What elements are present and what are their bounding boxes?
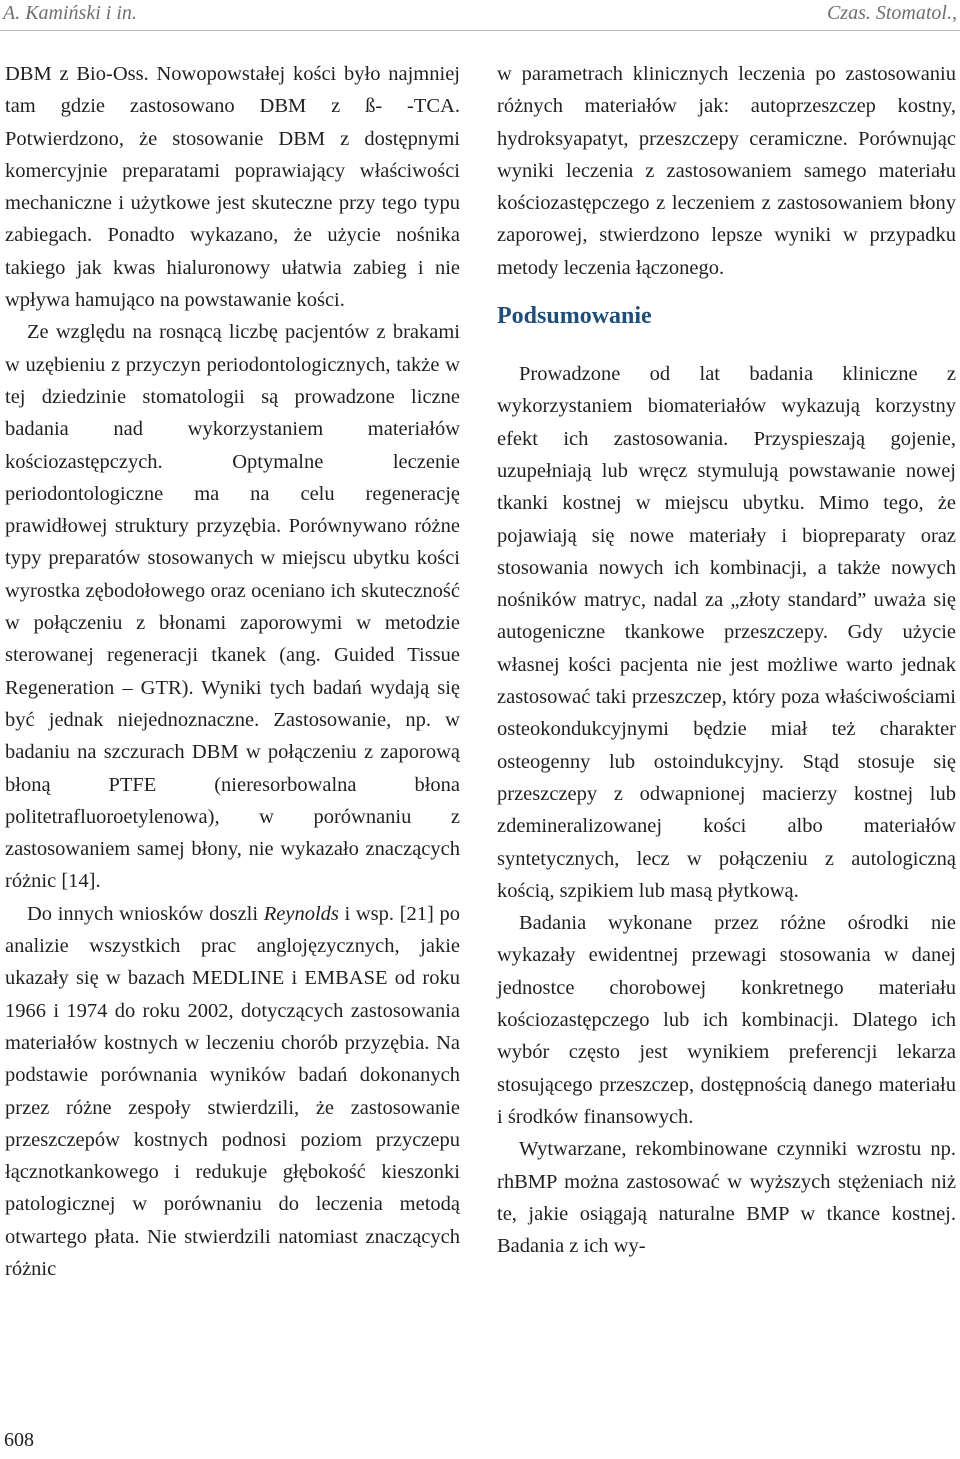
left-paragraph-3 [5, 898, 460, 1286]
left-paragraph-3-lead: Do innych wniosków doszli [27, 902, 264, 925]
left-paragraph-3-rest: i wsp. [21] po analizie wszystkich prac anglojęzycznych, jakie ukazały się w bazach MEDLINE i EMBASE od roku 1966 i 1974 do roku 2002, dotyczących zastosowania materiałów kostnych w leczeniu chorób przyzębia. Na podstawie porównania wyników badań dokonanych przez różne zespoły stwierdzili, że zastosowanie przeszczepów kostnych podnosi poziom przyczepu łącznotkankowego i redukuje głębokość kieszonki patologicznej w porównaniu do leczenia metodą otwartego płata. Nie stwierdzili natomiast znaczących różnic [5, 902, 460, 1280]
right-paragraph-1: w parametrach klinicznych leczenia po zastosowaniu różnych materiałów jak: autoprzeszczep kostny, hydroksyapatyt, przeszczepy ceramiczne. Porównując wyniki leczenia z zastosowaniem samego materiału kościozastępczego z leczeniem z zastosowaniem błony zaporowej, stwierdzono lepsze wyniki w przypadku metody leczenia łączonego. [497, 63, 956, 279]
left-paragraph-2: Ze względu na rosnącą liczbę pacjentów z brakami w uzębieniu z przyczyn periodontologicznych, także w tej dziedzinie stomatologii są prowadzone liczne badania nad wykorzystaniem materiałów kościozastępczych. Optymalne leczenie periodontologiczne ma na celu regenerację prawidłowej struktury przyzębia. Porównywano różne typy preparatów stosowanych w miejscu ubytku kości wyrostka zębodołowego oraz oceniano ich skuteczność w połączeniu z błonami zaporowymi w metodzie sterowanej regeneracji tkanek (ang. Guided Tissue Regeneration – GTR). Wyniki tych badań wydają się być jednak niejednoznaczne. Zastosowanie, np. w badaniu na szczurach DBM w połączeniu z zaporową błoną PTFE (nieresorbowalna błona politetrafluoroetylenowa), w porównaniu z zastosowaniem samej błony, nie wykazało znaczących różnic [14]. [5, 321, 460, 893]
right-paragraph-2: Prowadzone od lat badania kliniczne z wykorzystaniem biomateriałów wykazują korzystny efekt ich zastosowania. Przyspieszają gojenie, uzupełniają lub wręcz stymulują powstawanie nowej tkanki kostnej w miejscu ubytku. Mimo tego, że pojawiają się nowe materiały i biopreparaty oraz stosowania nowych ich kombinacji, a także nowych nośników matryc, nadal za „złoty standard” uważa się autogeniczne tkankowe przeszczepy. Gdy użycie własnej kości pacjenta nie jest możliwe warto jednak zastosować taki przeszczep, który poza właściwościami osteokondukcyjnymi będzie miał też charakter osteogenny lub ostoindukcyjny. Stąd stosuje się przeszczepy z odwapnionej macierzy kostnej lub zdemineralizowanej kości albo materiałów syntetycznych, lecz w połączeniu z autologiczną kością, szpikiem lub masą płytkową. [497, 363, 956, 902]
author-name-reynolds: Reynolds [263, 902, 339, 925]
running-head-journal: Czas. Stomatol., [826, 2, 957, 24]
running-head [0, 0, 960, 26]
right-paragraph-3: Badania wykonane przez różne ośrodki nie wykazały ewidentnej przewagi stosowania w danej jednostce chorobowej konkretnego materiału kościozastępczego lub ich kombinacji. Dlatego ich wybór często jest wynikiem preferencji lekarza stosującego przeszczep, dostępnością danego materiału i środków finansowych. [497, 912, 956, 1128]
page-number: 608 [4, 1429, 34, 1451]
left-column [5, 58, 460, 1285]
right-column [497, 58, 956, 1262]
section-heading-summary: Podsumowanie [497, 303, 652, 330]
running-head-authors: A. Kamiński i in. [3, 2, 137, 24]
left-paragraph-1: DBM z Bio-Oss. Nowopowstałej kości było najmniej tam gdzie zastosowano DBM z ß- -TCA. Potwierdzono, że stosowanie DBM z dostępnymi komercyjnie preparatami poprawiający właściwości mechaniczne i użytkowe jest skuteczne przy tego typu zabiegach. Ponadto wykazano, że użycie nośnika takiego jak kwas hialuronowy ułatwia zabieg i nie wpływa hamująco na powstawanie kości. [5, 63, 460, 312]
right-paragraph-4: Wytwarzane, rekombinowane czynniki wzrostu np. rhBMP można zastosować w wyższych stężeniach niż te, jakie osiągają naturalne BMP w tkance kostnej. Badania z ich wy- [497, 1138, 956, 1258]
header-rule [0, 30, 960, 31]
